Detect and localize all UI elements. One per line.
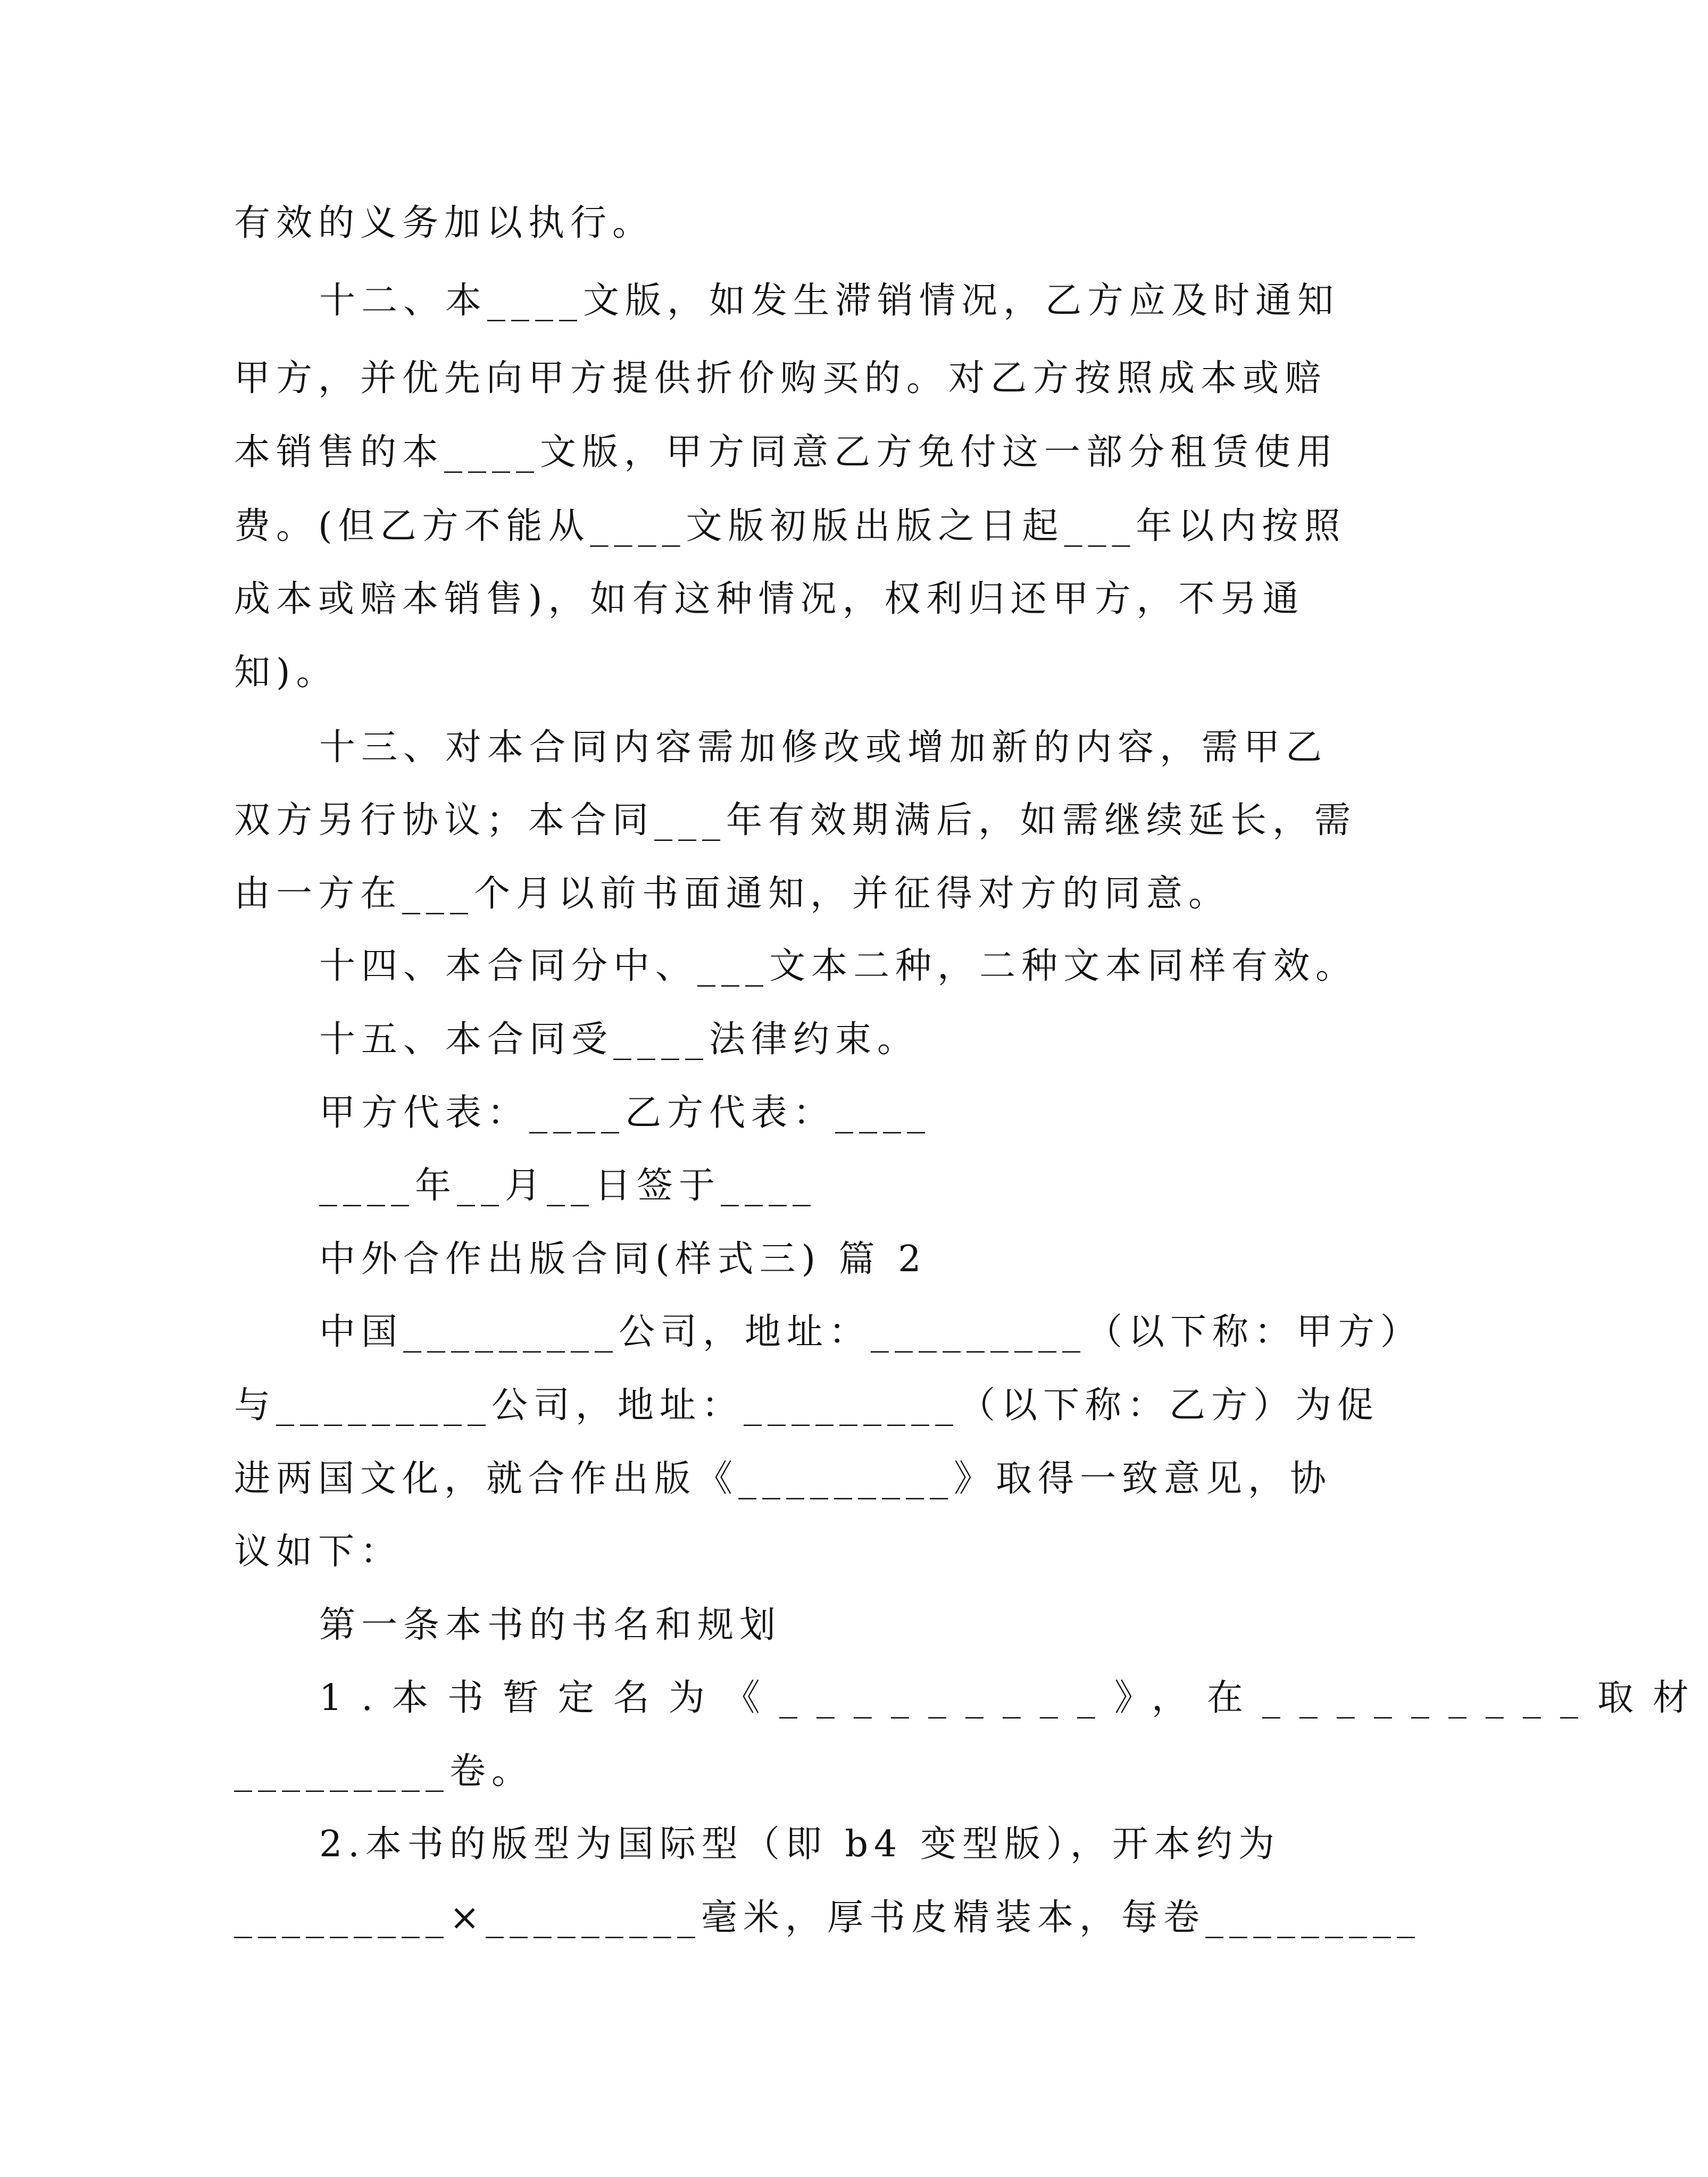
paragraph-line: 十五、本合同受____法律约束。 [319, 1019, 920, 1061]
paragraph-line: 知)。 [234, 652, 338, 694]
date-line: ____年__月__日签于____ [319, 1165, 817, 1207]
article-heading: 第一条本书的书名和规划 [319, 1604, 782, 1646]
paragraph-line: 进两国文化，就合作出版《_________》取得一致意见，协 [234, 1458, 1332, 1500]
paragraph-line: 中国_________公司，地址：_________（以下称：甲方） [319, 1311, 1423, 1353]
paragraph-line: _________×_________毫米，厚书皮精装本，每卷_________ [234, 1897, 1421, 1939]
paragraph-line: 有效的义务加以执行。 [234, 202, 655, 244]
paragraph-line: 双方另行协议；本合同___年有效期满后，如需继续延长，需 [234, 799, 1357, 841]
paragraph-line: 与_________公司，地址：_________（以下称：乙方）为促 [234, 1384, 1380, 1427]
paragraph-line: 费。(但乙方不能从____文版初版出版之日起___年以内按照 [234, 505, 1346, 547]
paragraph-line: 甲方，并优先向甲方提供折价购买的。对乙方按照成本或赔 [234, 357, 1327, 399]
signature-line: 甲方代表：____乙方代表：____ [319, 1092, 931, 1134]
paragraph-line: 十三、对本合同内容需加修改或增加新的内容，需甲乙 [319, 727, 1328, 769]
paragraph-line: 成本或赔本销售)，如有这种情况，权利归还甲方，不另通 [234, 578, 1305, 620]
paragraph-line: 1.本书暂定名为《_________》，在_________取材 [319, 1677, 1708, 1719]
paragraph-line: 由一方在___个月以前书面通知，并征得对方的同意。 [234, 873, 1231, 915]
paragraph-line: 本销售的本____文版，甲方同意乙方免付这一部分租赁使用 [234, 431, 1339, 473]
section-heading: 中外合作出版合同(样式三) 篇 2 [319, 1238, 927, 1280]
paragraph-line: 议如下： [234, 1531, 403, 1573]
paragraph-line: 十二、本____文版，如发生滞销情况，乙方应及时通知 [319, 280, 1340, 322]
paragraph-line: 2.本书的版型为国际型（即 b4 变型版），开本约为 [319, 1823, 1280, 1865]
paragraph-line: _________卷。 [234, 1750, 534, 1792]
paragraph-line: 十四、本合同分中、___文本二种，二种文本同样有效。 [319, 945, 1358, 987]
